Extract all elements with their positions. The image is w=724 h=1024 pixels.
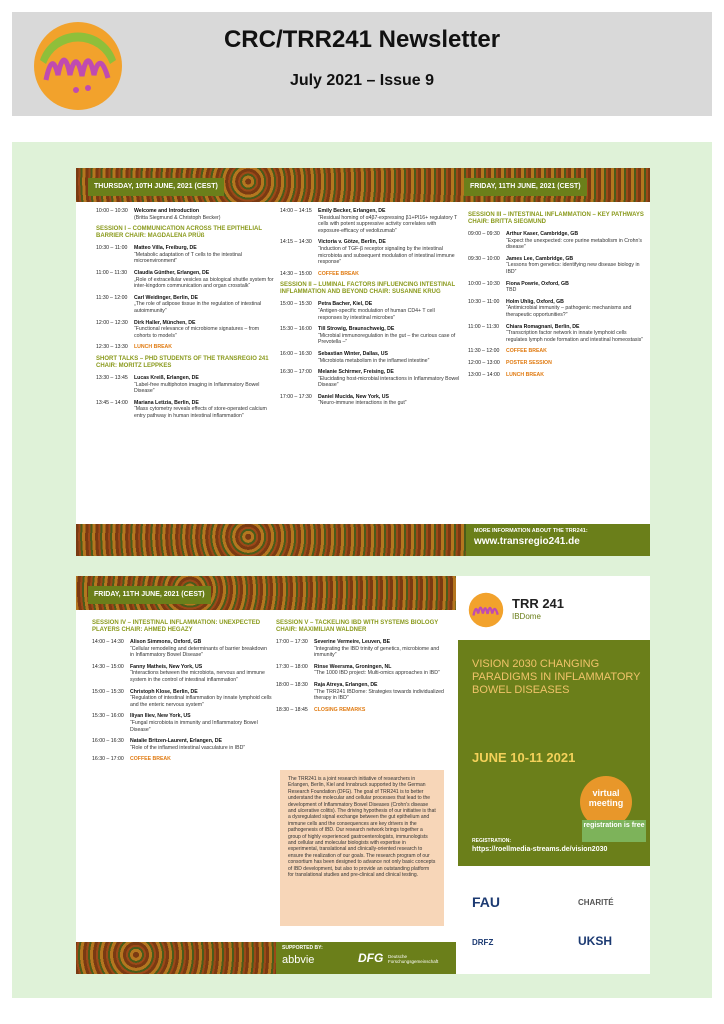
program-row (96, 400, 276, 420)
talk-title: “Functional relevance of microbiome signatures – from cohorts to models” (134, 326, 260, 339)
session-heading: SESSION I – COMMUNICATION ACROSS THE EPITHELIAL BARRIER CHAIR: MAGDALENA PRÜß (96, 226, 262, 240)
time-slot: 10:30 – 11:00 (468, 298, 500, 305)
time-slot: 16:00 – 16:30 (280, 350, 312, 357)
program-row (96, 320, 276, 340)
time-slot: 16:00 – 16:30 (92, 738, 124, 745)
program-row (92, 713, 272, 733)
talk-title: “Residual homing of α4β7-expressing β1+PI16+ regulatory T cells with potent suppressive activity correlates with exposure-efficacy of vedolizumab” (318, 214, 458, 234)
more-info-label: MORE INFORMATION ABOUT THE TRR241: (474, 528, 588, 534)
time-slot: 15:30 – 16:00 (92, 713, 124, 720)
talk-title: “Antigen-specific modulation of human CD4+ T cell responses by intestinal microbes” (318, 307, 435, 321)
talk-details (314, 639, 452, 659)
talk-details (506, 299, 646, 319)
talk-title: “Antimicrobial immunity – pathogenic mechanisms and therapeutic opportunities?” (506, 305, 632, 318)
break-label: COFFEE BREAK (130, 756, 171, 763)
speaker-name: Victoria v. Götze, Berlin, DE (318, 239, 386, 246)
talk-details (134, 270, 276, 290)
speaker-name: Carl Weidinger, Berlin, DE (134, 294, 198, 301)
talk-details (318, 271, 359, 278)
time-slot: 14:00 – 14:15 (280, 208, 312, 214)
speaker-name: Chiara Romagnani, Berlin, DE (506, 323, 580, 330)
program-row (280, 369, 460, 389)
time-slot: 11:00 – 11:30 (468, 323, 499, 330)
talk-details (318, 208, 460, 234)
time-slot: 14:30 – 15:00 (92, 663, 124, 670)
vision-title: VISION 2030 CHANGING PARADIGMS IN INFLAMMATORY BOWEL DISEASES (472, 658, 641, 696)
talk-details (506, 281, 569, 294)
break-label: LUNCH BREAK (506, 371, 545, 378)
speaker-name: Mariana Letizia, Berlin, DE (134, 399, 199, 406)
talk-details (134, 245, 276, 265)
speaker-name: Welcome and Introduction (134, 208, 200, 214)
program-row (96, 208, 276, 221)
program-column-2 (280, 208, 460, 412)
time-slot: 14:00 – 14:30 (92, 639, 124, 645)
event-date: JUNE 10-11 2021 (472, 750, 576, 765)
program-row (468, 348, 646, 355)
time-slot: 16:30 – 17:00 (92, 756, 124, 763)
talk-details (318, 351, 429, 364)
speaker-name: Arthur Kaser, Cambridge, GB (506, 231, 579, 237)
talk-title: “Transcription factor network in innate lymphoid cells regulates lymph node formation and intestinal homeostasis” (506, 330, 643, 343)
program-column-3 (468, 208, 646, 383)
talk-details (130, 738, 245, 751)
partner-logos (458, 876, 650, 974)
program-row (280, 271, 460, 278)
time-slot: 16:30 – 17:00 (280, 369, 312, 376)
speaker-name: Claudia Günther, Erlangen, DE (134, 269, 210, 276)
newsletter-title: CRC/TRR241 Newsletter (223, 26, 501, 53)
sponsor-abbvie: abbvie (282, 954, 315, 966)
program-row (276, 682, 452, 702)
program-row (92, 738, 272, 751)
sponsor-dfg: DFG (358, 951, 384, 965)
trr241-badge-sub: IBDome (512, 612, 541, 621)
time-slot: 10:00 – 10:30 (468, 280, 500, 287)
talk-title: “Integrating the IBD trinity of genetics, microbiome and immunity” (314, 645, 440, 659)
session-heading: SHORT TALKS – PHD STUDENTS OF THE TRANSREGIO 241 CHAIR: MORITZ LEPPKES (96, 355, 269, 369)
talk-details (314, 707, 365, 714)
speaker-name: Rinse Weersma, Groningen, NL (314, 663, 392, 670)
session-heading: SESSION IV – INTESTINAL INFLAMMATION: UNEXPECTED PLAYERS CHAIR: AHMED HEGAZY (92, 620, 261, 633)
speaker-name: Petra Bacher, Kiel, DE (318, 301, 373, 308)
time-slot: 09:00 – 09:30 (468, 231, 500, 237)
break-label: COFFEE BREAK (318, 270, 359, 277)
talk-details (134, 375, 276, 395)
talk-details (134, 344, 172, 351)
talk-title: “Metabolic adaptation of T cells to the intestinal microenvironment” (134, 251, 242, 265)
program-row (280, 351, 460, 364)
program-row (468, 360, 646, 367)
speaker-name: Matteo Villa, Freiburg, DE (134, 245, 197, 252)
newsletter-issue: July 2021 – Issue 9 (289, 72, 435, 89)
talk-details (506, 372, 544, 379)
program-row (280, 326, 460, 346)
program-row (280, 208, 460, 234)
speaker-name: Alison Simmons, Oxford, GB (130, 639, 202, 645)
session-heading: SESSION III – INTESTINAL INFLAMMATION – KEY PATHWAYS CHAIR: BRITTA SIEGMUND (468, 212, 644, 225)
speaker-name: Till Strowig, Braunschweig, DE (318, 326, 395, 333)
program-row (468, 324, 646, 344)
program-row (96, 245, 276, 265)
trr241-info-box: The TRR241 is a joint research initiative of researchers in Erlangen, Berlin, Kiel and Innsbruck supported by the German Research Foundation (DFG). The goal of TRR241 is to better understand the molecular and cellular processes that lead to the development of Inflammatory Bowel Diseases (Crohn's disease and ulcerative colitis). The driving hypothesis of our initiative is that a dysregulated signal exchange between the gut epithelium and immune cells and the consequences are key drivers in the pathogenesis of IBD. Our research network brings together a group of highly experienced gastroenterologists, immunologists and cellular and molecular biologists with expertise in experimental, translational and clinically-oriented research to ensure the realization of our goals. The research program of our consortium has been designed to advance not only basic concepts of IBD development, but also to provide an outstanding platform for translational studies and pre-clinical and clinical testing. (280, 770, 444, 926)
time-slot: 11:30 – 12:00 (96, 294, 128, 301)
talk-details (134, 208, 221, 221)
time-slot: 10:30 – 11:00 (96, 245, 128, 252)
vision-panel (458, 640, 650, 866)
program-row (468, 281, 646, 294)
program-row (96, 375, 276, 395)
program-row (276, 707, 452, 714)
program-column-4 (92, 616, 272, 768)
talk-title: “Interactions between the microbiota, nervous and immune system in the control of intestinal inflammation” (130, 670, 265, 683)
texture-band-bottom-2 (76, 942, 276, 974)
time-slot: 09:30 – 10:00 (468, 255, 500, 262)
time-slot: 14:30 – 15:00 (280, 270, 312, 277)
program-row (92, 689, 272, 709)
talk-details (134, 320, 276, 340)
program-row (96, 270, 276, 290)
speaker-name: Iliyan Iliev, New York, US (130, 713, 191, 720)
program-sheet-2 (76, 576, 650, 974)
time-slot: 13:00 – 14:00 (468, 371, 500, 378)
talk-details (506, 348, 547, 355)
talk-title: “Label-free multiphoton imaging in Inflammatory Bowel Disease” (134, 381, 260, 395)
supported-label: SUPPORTED BY: (282, 945, 323, 951)
program-row (280, 394, 460, 407)
break-label: COFFEE BREAK (506, 348, 547, 355)
talk-title: „The role of adipose tissue in the regulation of intestinal autoimmunity” (134, 301, 262, 314)
talk-title: “Fungal microbiota in immunity and Inflammatory Bowel Disease” (130, 719, 258, 733)
talk-details (318, 369, 460, 389)
more-info-box[interactable] (466, 524, 650, 556)
talk-details (130, 756, 171, 763)
program-column-1 (96, 208, 276, 424)
talk-details (318, 394, 407, 407)
program-row (276, 664, 452, 677)
time-slot: 14:15 – 14:30 (280, 239, 312, 246)
talk-title: “Expect the unexpected: core purine metabolism in Crohn’s disease” (506, 237, 643, 251)
program-row (280, 239, 460, 265)
speaker-name: Daniel Mucida, New York, US (318, 393, 390, 400)
talk-details (130, 639, 272, 659)
speaker-name: Raja Atreya, Erlangen, DE (314, 681, 378, 688)
speaker-name: Emily Becker, Erlangen, DE (318, 208, 386, 214)
time-slot: 18:30 – 18:45 (276, 706, 308, 713)
program-row (92, 639, 272, 659)
trr241-badge-title: TRR 241 (512, 596, 565, 611)
talk-title: (Britta Siegmund & Christoph Becker) (134, 214, 221, 221)
speaker-name: Sebastian Winter, Dallas, US (318, 350, 389, 357)
session-heading: SESSION II – LUMINAL FACTORS INFLUENCING INTESTINAL INFLAMMATION AND BEYOND CHAIR: SUSANNE KRUG (280, 282, 456, 296)
trr241-small-logo-icon (468, 592, 504, 628)
sponsor-dfg-sub: Deutsche Forschungsgemeinschaft (388, 954, 439, 964)
speaker-name: Lucas Kreiß, Erlangen, DE (134, 374, 199, 381)
program-row (276, 639, 452, 659)
date-friday-2: FRIDAY, 11TH JUNE, 2021 (CEST) (88, 586, 211, 604)
talk-details (506, 256, 646, 276)
break-label: LUNCH BREAK (134, 344, 173, 351)
program-column-5 (276, 616, 452, 718)
speaker-name: Christoph Klose, Berlin, DE (130, 688, 198, 695)
time-slot: 15:00 – 15:30 (280, 301, 312, 308)
talk-title: „Role of extracellular vesicles as biological shuttle system for inter-kingdom communication and organ crosstalk“ (134, 276, 274, 290)
partner-fau: FAU (472, 894, 500, 910)
talk-title: “Role of the inflamed intestinal vasculature in IBD” (130, 744, 246, 751)
speaker-name: Holm Uhlig, Oxford, GB (506, 298, 564, 305)
partner-uksh: UKSH (578, 934, 613, 948)
talk-title: “Mass cytometry reveals effects of store-operated calcium entry pathway in human intestinal inflammation” (134, 406, 267, 419)
talk-title: “The 1000 IBD project: Multi-omics approaches in IBD” (314, 670, 440, 677)
time-slot: 12:00 – 13:00 (468, 359, 500, 366)
talk-title: “Elucidating host-microbial interactions in Inflammatory Bowel Disease” (318, 375, 460, 389)
program-row (92, 756, 272, 763)
speaker-name: James Lee, Cambridge, GB (506, 255, 574, 262)
program-row (468, 256, 646, 276)
speaker-name: Natalie Britzen-Laurent, Erlangen, DE (130, 738, 222, 745)
talk-details (130, 689, 272, 709)
time-slot: 17:00 – 17:30 (276, 639, 308, 645)
time-slot: 11:00 – 11:30 (96, 269, 127, 276)
talk-title: “The TRR241 IBDome: Strategies towards individualized therapy in IBD” (314, 688, 444, 702)
break-label: CLOSING REMARKS (314, 706, 366, 713)
program-row (92, 664, 272, 684)
registration-label: REGISTRATION: (472, 838, 512, 844)
talk-details (134, 295, 276, 315)
program-row (280, 301, 460, 321)
talk-details (134, 400, 276, 420)
talk-title: “Microbiota metabolism in the inflamed intestine” (318, 357, 430, 364)
speaker-name: Dirk Haller, München, DE (134, 319, 196, 326)
talk-details (130, 664, 272, 684)
talk-title: “Induction of TGF-β receptor signaling by the intestinal microbiota and subsequent modulation of intestinal immune response” (318, 245, 455, 266)
talk-title: “Cellular remodeling and determinants of barrier breakdown in Inflammatory Bowel Disease” (130, 645, 267, 659)
talk-details (506, 231, 646, 251)
program-row (96, 344, 276, 351)
talk-details (318, 301, 460, 321)
newsletter-header (12, 12, 712, 116)
speaker-name: Fiona Powrie, Oxford, GB (506, 280, 569, 287)
session-heading: SESSION V – TACKELING IBD WITH SYSTEMS BIOLOGY CHAIR: MAXIMILIAN WALDNER (276, 620, 439, 633)
talk-title: “Neuro-immune interactions in the gut” (318, 400, 407, 407)
trr241-badge (458, 584, 650, 638)
program-sheet-1 (76, 168, 650, 556)
talk-title: “Regulation of intestinal inflammation by innate lymphoid cells and the enteric nervous system” (130, 695, 272, 708)
registration-free-badge: registration is free (582, 820, 646, 842)
break-label: POSTER SESSION (506, 359, 552, 366)
talk-details (130, 713, 272, 733)
registration-link[interactable]: https://roellmedia-streams.de/vision2030 (472, 846, 608, 853)
time-slot: 13:45 – 14:00 (96, 399, 128, 406)
program-row (468, 372, 646, 379)
talk-details (314, 664, 440, 677)
talk-details (506, 360, 552, 367)
time-slot: 18:00 – 18:30 (276, 681, 308, 688)
time-slot: 12:30 – 13:30 (96, 344, 128, 351)
time-slot: 12:00 – 12:30 (96, 319, 128, 326)
time-slot: 15:00 – 15:30 (92, 688, 124, 695)
virtual-meeting-badge: virtual meeting (580, 776, 632, 828)
time-slot: 13:30 – 13:45 (96, 374, 128, 381)
speaker-name: Melanie Schirmer, Freising, DE (318, 369, 394, 376)
talk-details (506, 324, 646, 344)
time-slot: 17:30 – 18:00 (276, 663, 308, 670)
talk-title: “Lessons from genetics: identifying new disease biology in IBD” (506, 262, 640, 275)
partner-charite: CHARITÉ (578, 898, 614, 907)
time-slot: 17:00 – 17:30 (280, 393, 312, 400)
time-slot: 15:30 – 16:00 (280, 326, 312, 333)
supported-by-box (276, 942, 456, 974)
time-slot: 11:30 – 12:00 (468, 348, 500, 355)
talk-details (318, 326, 460, 346)
talk-details (318, 239, 460, 265)
more-info-link[interactable]: www.transregio241.de (474, 536, 580, 547)
program-row (468, 299, 646, 319)
partner-drfz: DRFZ (472, 938, 494, 947)
talk-title: “Microbial immunoregulation in the gut – the curious case of Prevotella –” (318, 332, 456, 346)
program-row (468, 231, 646, 251)
talk-details (314, 682, 452, 702)
date-friday: FRIDAY, 11TH JUNE, 2021 (CEST) (464, 178, 587, 196)
date-thursday: THURSDAY, 10TH JUNE, 2021 (CEST) (88, 178, 224, 196)
speaker-name: Fanny Matheis, New York, US (130, 663, 203, 670)
program-row (96, 295, 276, 315)
time-slot: 10:00 – 10:30 (96, 208, 128, 214)
talk-title: TBD (506, 287, 517, 294)
speaker-name: Severine Vermeire, Leuven, BE (314, 639, 391, 645)
